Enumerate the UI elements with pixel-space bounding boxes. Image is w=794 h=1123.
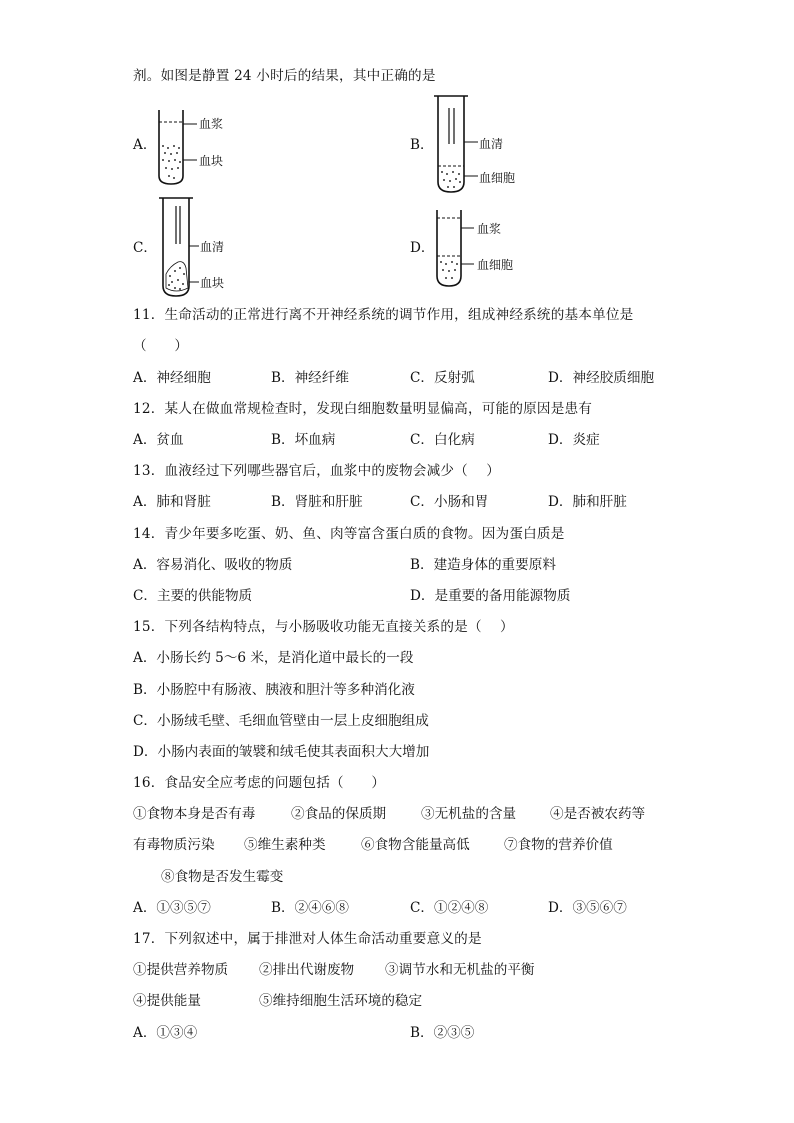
q13-option-a[interactable]: A．肺和肾脏 [133, 494, 211, 510]
q12-option-b[interactable]: B．坏血病 [271, 432, 336, 448]
q10-option-b-letter[interactable]: B． [410, 137, 434, 153]
q10-b-bottom-label: 血细胞 [479, 171, 516, 185]
q14-option-c[interactable]: C．主要的供能物质 [133, 588, 253, 604]
q10-a-bottom-label: 血块 [199, 154, 224, 168]
q16-option-d[interactable]: D．③⑤⑥⑦ [548, 900, 627, 916]
q11-option-c[interactable]: C．反射弧 [410, 370, 475, 386]
q16-item: ④是否被农药等 [550, 806, 646, 822]
q15-option-d[interactable]: D．小肠内表面的皱襞和绒毛使其表面积大大增加 [133, 744, 430, 760]
q10-c-bottom-label: 血块 [200, 276, 225, 290]
q10-b-top-label: 血清 [479, 137, 504, 151]
q10-a-top-label: 血浆 [199, 117, 224, 131]
q16-item: ⑦食物的营养价值 [504, 837, 613, 853]
q16-option-c[interactable]: C．①②④⑧ [410, 900, 489, 916]
q16-item: ③无机盐的含量 [421, 806, 517, 822]
q16-item: 有毒物质污染 [133, 837, 215, 853]
q17-item: ③调节水和无机盐的平衡 [385, 962, 535, 978]
q10-option-a-letter[interactable]: A． [133, 137, 157, 153]
q11-option-b[interactable]: B．神经纤维 [271, 370, 349, 386]
q13-stem: 13．血液经过下列哪些器官后，血浆中的废物会减少（ ） [133, 463, 501, 479]
q14-option-d[interactable]: D．是重要的备用能源物质 [410, 588, 571, 604]
q15-option-c[interactable]: C．小肠绒毛壁、毛细血管壁由一层上皮细胞组成 [133, 713, 429, 729]
q11-option-d[interactable]: D．神经胶质细胞 [548, 370, 655, 386]
q17-option-b[interactable]: B．②③⑤ [410, 1025, 475, 1041]
q14-option-b[interactable]: B．建造身体的重要原料 [410, 557, 556, 573]
q11-answer-paren: （ ） [133, 338, 189, 354]
q10-option-d-letter[interactable]: D． [410, 240, 435, 256]
q16-item: ②食品的保质期 [291, 806, 387, 822]
q13-option-d[interactable]: D．肺和肝脏 [548, 494, 627, 510]
q16-option-a[interactable]: A．①③⑤⑦ [133, 900, 211, 916]
q15-stem: 15．下列各结构特点，与小肠吸收功能无直接关系的是（ ） [133, 619, 514, 635]
q10-stem: 剂。如图是静置 24 小时后的结果，其中正确的是 [133, 68, 436, 84]
q17-item: ②排出代谢废物 [259, 962, 355, 978]
q10-d-top-label: 血浆 [477, 222, 502, 236]
q16-option-b[interactable]: B．②④⑥⑧ [271, 900, 349, 916]
q13-option-c[interactable]: C．小肠和胃 [410, 494, 489, 510]
q11-stem: 11．生命活动的正常进行离不开神经系统的调节作用，组成神经系统的基本单位是 [133, 307, 634, 323]
q12-option-c[interactable]: C．白化病 [410, 432, 475, 448]
q10-option-c-letter[interactable]: C． [133, 240, 157, 256]
q12-option-a[interactable]: A．贫血 [133, 432, 184, 448]
q13-option-b[interactable]: B．肾脏和肝脏 [271, 494, 363, 510]
q17-item: ④提供能量 [133, 993, 201, 1009]
q14-option-a[interactable]: A．容易消化、吸收的物质 [133, 557, 293, 573]
q15-option-a[interactable]: A．小肠长约 5～6 米，是消化道中最长的一段 [133, 650, 414, 666]
q12-stem: 12．某人在做血常规检查时，发现白细胞数量明显偏高，可能的原因是患有 [133, 401, 593, 417]
q14-stem: 14．青少年要多吃蛋、奶、鱼、肉等富含蛋白质的食物。因为蛋白质是 [133, 526, 565, 542]
q16-item: ①食物本身是否有毒 [133, 806, 256, 822]
q16-item: ⑤维生素种类 [244, 837, 326, 853]
q11-option-a[interactable]: A．神经细胞 [133, 370, 211, 386]
q17-item: ①提供营养物质 [133, 962, 229, 978]
q10-d-bottom-label: 血细胞 [477, 258, 514, 272]
q17-option-a[interactable]: A．①③④ [133, 1025, 198, 1041]
q12-option-d[interactable]: D．炎症 [548, 432, 600, 448]
q16-item: ⑥食物含能量高低 [361, 837, 470, 853]
q16-stem: 16．食品安全应考虑的问题包括（ ） [133, 775, 386, 791]
q17-item: ⑤维持细胞生活环境的稳定 [259, 993, 423, 1009]
q16-item: ⑧食物是否发生霉变 [161, 869, 284, 885]
q10-c-top-label: 血清 [200, 240, 225, 254]
q17-stem: 17．下列叙述中，属于排泄对人体生命活动重要意义的是 [133, 931, 482, 947]
q15-option-b[interactable]: B．小肠腔中有肠液、胰液和胆汁等多种消化液 [133, 682, 415, 698]
